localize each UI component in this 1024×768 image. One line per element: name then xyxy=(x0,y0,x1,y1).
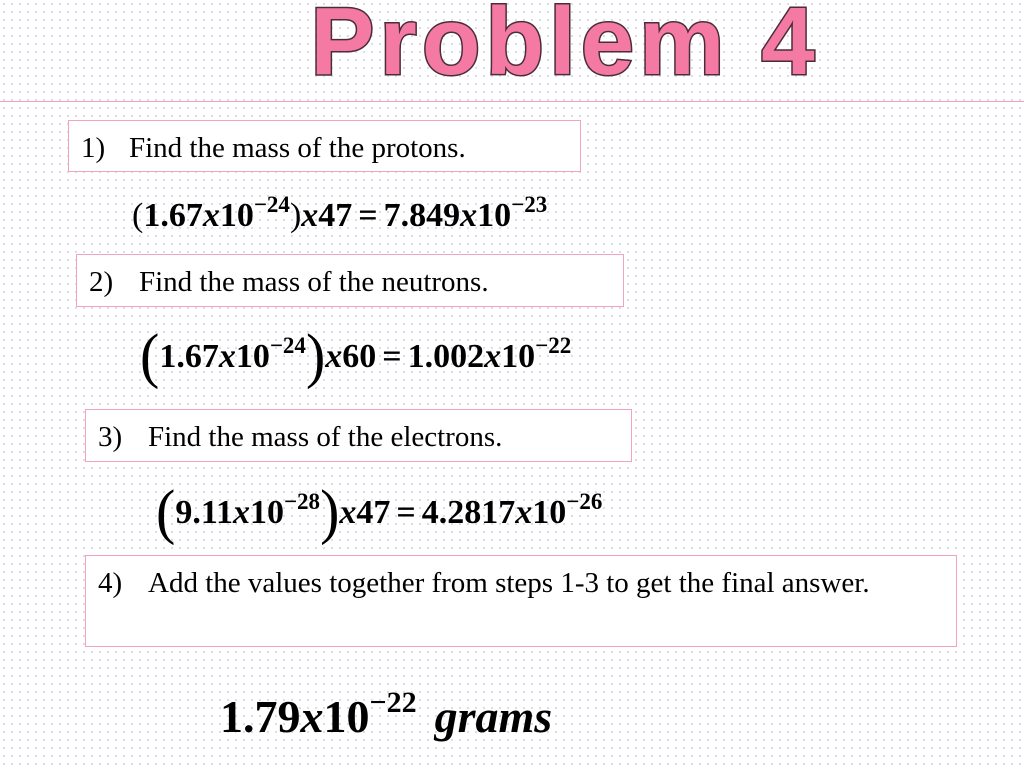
times-symbol: x xyxy=(460,197,478,234)
multiplier: 60 xyxy=(342,338,377,375)
coefficient: 9.11 xyxy=(175,494,233,531)
step-text: Add the values together from steps 1-3 to get the final answer. xyxy=(148,567,870,599)
times-symbol: x xyxy=(202,197,220,234)
result-exponent: −22 xyxy=(535,333,572,358)
times-symbol: x xyxy=(232,494,250,531)
result-exponent: −23 xyxy=(511,192,548,217)
final-answer xyxy=(220,686,553,744)
result-exponent: −26 xyxy=(566,489,603,514)
result-base: 10 xyxy=(477,197,512,234)
open-paren: ( xyxy=(132,197,144,234)
step-text: Find the mass of the neutrons. xyxy=(139,266,489,298)
equation-electrons xyxy=(156,477,603,546)
step-box-1 xyxy=(68,120,581,172)
close-paren: ) xyxy=(305,321,326,390)
step-number: 4) xyxy=(98,567,123,599)
times-symbol: x xyxy=(325,338,343,375)
page-title: Problem 4 xyxy=(310,0,820,95)
equals-sign: = xyxy=(358,197,378,234)
step-number: 3) xyxy=(98,421,123,453)
exponent: −28 xyxy=(283,489,321,514)
result-coefficient: 1.002 xyxy=(407,338,485,375)
answer-unit: grams xyxy=(434,691,553,742)
result-coefficient: 4.2817 xyxy=(421,494,516,531)
result-base: 10 xyxy=(501,338,536,375)
equals-sign: = xyxy=(396,494,416,531)
step-text: Find the mass of the protons. xyxy=(129,132,466,164)
exponent: −24 xyxy=(253,192,290,217)
step-box-3 xyxy=(85,409,632,462)
coefficient: 1.67 xyxy=(143,197,203,234)
multiplier: 47 xyxy=(318,197,353,234)
open-paren: ( xyxy=(156,477,176,546)
close-paren: ) xyxy=(289,197,302,234)
step-box-2 xyxy=(76,254,624,307)
coefficient: 1.67 xyxy=(159,338,219,375)
equation-protons xyxy=(132,192,548,236)
times-symbol: x xyxy=(339,494,357,531)
times-symbol: x xyxy=(300,691,324,742)
answer-coefficient: 1.79 xyxy=(220,691,301,742)
step-box-4 xyxy=(85,555,957,647)
base: 10 xyxy=(219,197,254,234)
times-symbol: x xyxy=(218,338,236,375)
equals-sign: = xyxy=(382,338,402,375)
close-paren: ) xyxy=(320,477,340,546)
base: 10 xyxy=(249,494,284,531)
answer-exponent: −22 xyxy=(369,686,417,719)
multiplier: 47 xyxy=(356,494,391,531)
answer-base: 10 xyxy=(323,691,370,742)
times-symbol: x xyxy=(515,494,533,531)
result-coefficient: 7.849 xyxy=(383,197,461,234)
times-symbol: x xyxy=(484,338,502,375)
equation-neutrons xyxy=(140,321,572,390)
step-text: Find the mass of the electrons. xyxy=(148,421,503,453)
exponent: −24 xyxy=(269,333,306,358)
title-divider xyxy=(0,101,1024,102)
result-base: 10 xyxy=(532,494,567,531)
times-symbol: x xyxy=(301,197,319,234)
open-paren: ( xyxy=(140,321,160,390)
step-number: 1) xyxy=(81,132,106,164)
step-number: 2) xyxy=(89,266,114,298)
base: 10 xyxy=(235,338,270,375)
